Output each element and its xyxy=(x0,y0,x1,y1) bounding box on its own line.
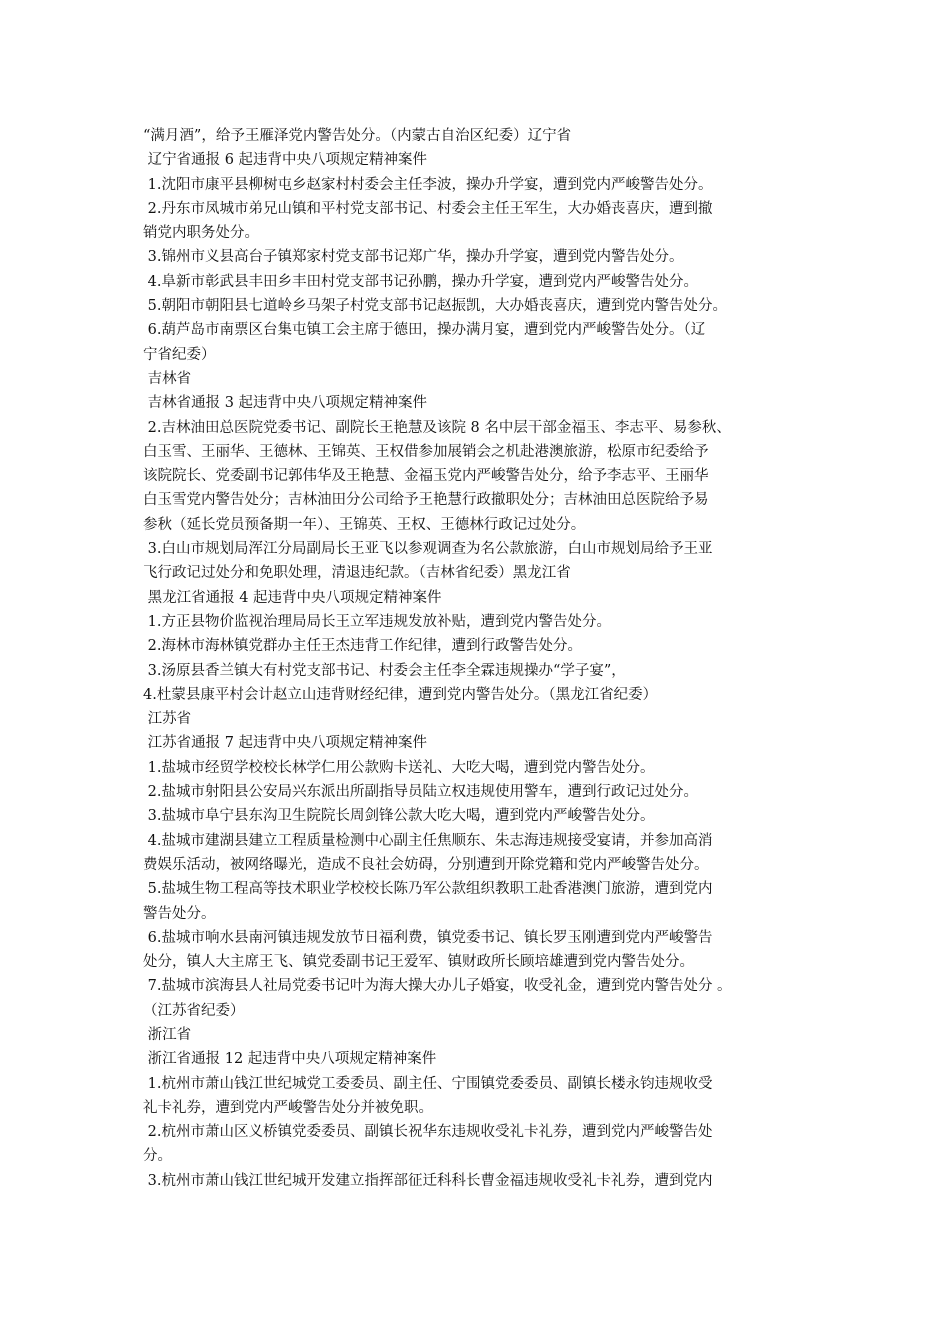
text-line: 宁省纪委） xyxy=(143,346,216,363)
text-line: 该院院长、党委副书记郭伟华及王艳慧、金福玉党内严峻警告处分，给予李志平、王丽华 xyxy=(143,468,709,485)
section-heading: 吉林省通报 3 起违背中央八项规定精神案件 xyxy=(143,395,428,412)
case-item: 6.盐城市响水县南河镇违规发放节日福利费，镇党委书记、镇长罗玉刚遭到党内严峻警告 xyxy=(143,929,713,946)
case-item: 2.丹东市凤城市弟兄山镇和平村党支部书记、村委会主任王军生，大办婚丧喜庆，遭到撤 xyxy=(143,200,713,217)
case-item: 3.锦州市义县高台子镇郑家村党支部书记郑广华，操办升学宴，遭到党内警告处分。 xyxy=(143,249,684,266)
province-heading: 吉林省 xyxy=(143,370,192,387)
text-line: 销党内职务处分。 xyxy=(143,225,259,242)
case-item: 3.盐城市阜宁县东沟卫生院院长周剑锋公款大吃大喝，遭到党内严峻警告处分。 xyxy=(143,808,655,825)
province-heading: 浙江省 xyxy=(143,1026,192,1043)
case-item: 5.盐城生物工程高等技术职业学校校长陈乃军公款组织教职工赴香港澳门旅游，遭到党内 xyxy=(143,881,713,898)
case-item: 2.海林市海林镇党群办主任王杰违背工作纪律，遭到行政警告处分。 xyxy=(143,638,582,655)
text-line: 费娱乐活动，被网络曝光，造成不良社会妨碍，分别遭到开除党籍和党内严峻警告处分。 xyxy=(143,856,709,873)
case-item: 3.杭州市萧山钱江世纪城开发建立指挥部征迁科科长曹金福违规收受礼卡礼券，遭到党内 xyxy=(143,1172,713,1189)
case-item: 2.盐城市射阳县公安局兴东派出所副指导员陆立权违规使用警车，遭到行政记过处分。 xyxy=(143,784,698,801)
case-item: 2.杭州市萧山区义桥镇党委委员、副镇长祝华东违规收受礼卡礼券，遭到党内严峻警告处 xyxy=(143,1124,713,1141)
case-item: 3.白山市规划局浑江分局副局长王亚飞以参观调查为名公款旅游，白山市规划局给予王亚 xyxy=(143,541,713,558)
text-line: “满月酒”，给予王雁泽党内警告处分。（内蒙古自治区纪委）辽宁省 xyxy=(143,128,572,144)
text-line: 白玉雪、王丽华、王德林、王锦英、王权借参加展销会之机赴港澳旅游，松原市纪委给予 xyxy=(143,443,709,460)
text-line: （江苏省纪委） xyxy=(143,1002,245,1019)
case-item: 3.汤原县香兰镇大有村党支部书记、村委会主任李全霖违规操办“学子宴”， xyxy=(143,662,626,679)
text-line: 处分，镇人大主席王飞、镇党委副书记王爱军、镇财政所长顾培雄遭到党内警告处分。 xyxy=(143,954,694,971)
text-line: 飞行政记过处分和免职处理，清退违纪款。（吉林省纪委）黑龙江省 xyxy=(143,565,571,582)
text-line: 礼卡礼券，遭到党内严峻警告处分并被免职。 xyxy=(143,1099,433,1116)
case-item: 7.盐城市滨海县人社局党委书记叶为海大操大办儿子婚宴，收受礼金，遭到党内警告处分 。 xyxy=(143,978,732,995)
text-line: 警告处分。 xyxy=(143,905,216,922)
case-item: 1.方正县物价监视治理局局长王立军违规发放补贴，遭到党内警告处分。 xyxy=(143,613,611,630)
case-item: 1.沈阳市康平县柳树屯乡赵家村村委会主任李波，操办升学宴，遭到党内严峻警告处分。 xyxy=(143,176,713,193)
province-heading: 江苏省 xyxy=(143,711,192,728)
text-line: 白玉雪党内警告处分；吉林油田分公司给予王艳慧行政撤职处分；吉林油田总医院给予易 xyxy=(143,492,709,509)
text-line: 参秋（延长党员预备期一年）、王锦英、王权、王德林行政记过处分。 xyxy=(143,516,586,533)
case-item: 2.吉林油田总医院党委书记、副院长王艳慧及该院 8 名中层干部金福玉、李志平、易参秋、 xyxy=(143,419,731,436)
section-heading: 浙江省通报 12 起违背中央八项规定精神案件 xyxy=(143,1051,437,1068)
text-line: 分。 xyxy=(143,1148,172,1165)
case-item: 6.葫芦岛市南票区台集屯镇工会主席于德田，操办满月宴，遭到党内严峻警告处分。（辽 xyxy=(143,322,706,339)
case-item: 4.杜蒙县康平村会计赵立山违背财经纪律，遭到党内警告处分。（黑龙江省纪委） xyxy=(143,686,658,703)
section-heading: 江苏省通报 7 起违背中央八项规定精神案件 xyxy=(143,735,428,752)
case-item: 4.阜新市彰武县丰田乡丰田村党支部书记孙鹏，操办升学宴，遭到党内严峻警告处分。 xyxy=(143,273,698,290)
section-heading: 黑龙江省通报 4 起违背中央八项规定精神案件 xyxy=(143,589,442,606)
document-page xyxy=(143,124,823,1193)
case-item: 4.盐城市建湖县建立工程质量检测中心副主任焦顺东、朱志海违规接受宴请，并参加高消 xyxy=(143,832,713,849)
section-heading: 辽宁省通报 6 起违背中央八项规定精神案件 xyxy=(143,152,428,169)
case-item: 5.朝阳市朝阳县七道岭乡马架子村党支部书记赵振凯，大办婚丧喜庆，遭到党内警告处分。 xyxy=(143,298,727,315)
case-item: 1.盐城市经贸学校校长林学仁用公款购卡送礼、大吃大喝，遭到党内警告处分。 xyxy=(143,759,655,776)
case-item: 1.杭州市萧山钱江世纪城党工委委员、副主任、宁围镇党委委员、副镇长楼永钧违规收受 xyxy=(143,1075,713,1092)
